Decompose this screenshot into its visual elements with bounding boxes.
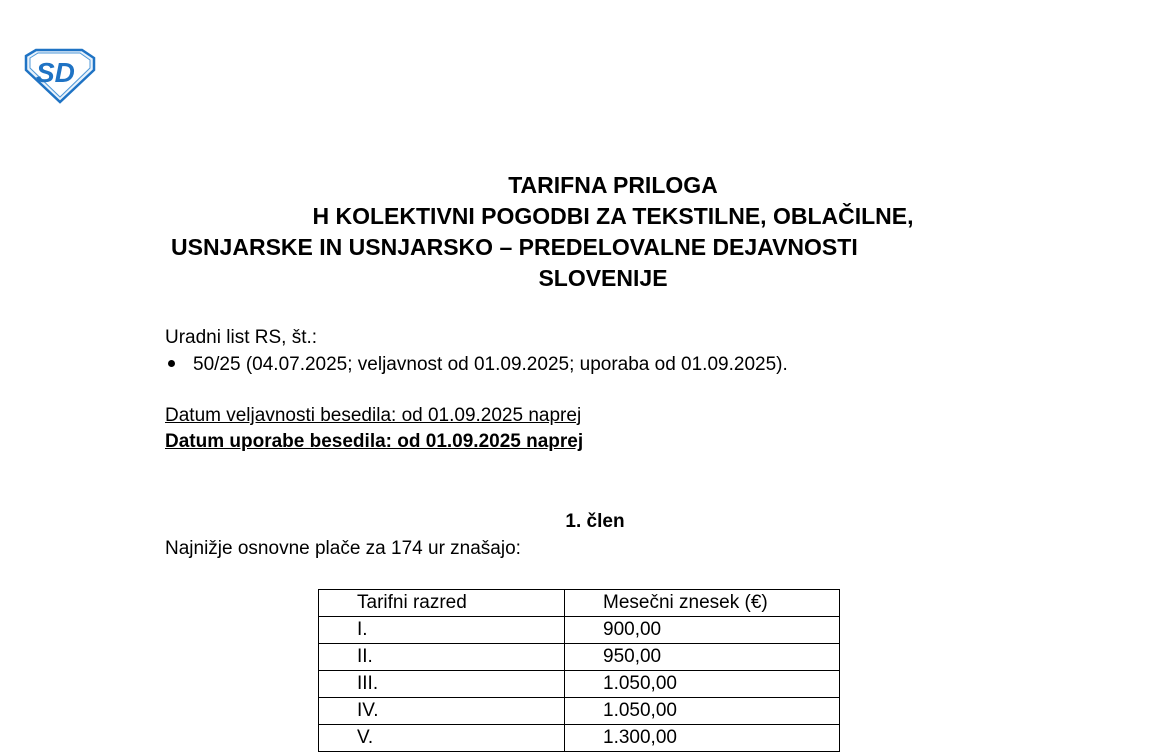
table-header-row	[319, 590, 840, 617]
table-cell-class: III.	[319, 671, 565, 698]
table-cell-amount: 900,00	[565, 617, 840, 644]
article-heading: 1. člen	[565, 511, 625, 532]
tariff-table	[318, 589, 840, 752]
logo-text: SD	[36, 57, 75, 88]
table-row	[319, 698, 840, 725]
title-line-4: SLOVENIJE	[538, 265, 668, 291]
table-header-cell: Tarifni razred	[319, 590, 565, 617]
table-cell-amount: 1.050,00	[565, 698, 840, 725]
table-row	[319, 671, 840, 698]
table-row	[319, 617, 840, 644]
title-line-2: H KOLEKTIVNI POGODBI ZA TEKSTILNE, OBLAČILNE,	[312, 203, 914, 229]
sd-diamond-logo-icon	[22, 48, 96, 104]
table-cell-class: V.	[319, 725, 565, 752]
table-header-cell: Mesečni znesek (€)	[565, 590, 840, 617]
gazette-list-item	[165, 354, 788, 376]
gazette-label: Uradni list RS, št.:	[165, 327, 318, 348]
document-title	[120, 170, 1070, 294]
table-cell-amount: 1.050,00	[565, 671, 840, 698]
article-intro: Najnižje osnovne plače za 174 ur znašajo:	[165, 538, 521, 559]
table-row	[319, 644, 840, 671]
table-cell-amount: 950,00	[565, 644, 840, 671]
gazette-item-text: 50/25 (04.07.2025; veljavnost od 01.09.2025; uporaba od 01.09.2025).	[193, 354, 788, 375]
bullet-icon	[168, 360, 175, 367]
table-cell-class: II.	[319, 644, 565, 671]
table-row	[319, 725, 840, 752]
title-line-3: USNJARSKE IN USNJARSKO – PREDELOVALNE DEJAVNOSTI	[171, 234, 858, 260]
usage-date: Datum uporabe besedila: od 01.09.2025 naprej	[165, 431, 584, 452]
validity-date: Datum veljavnosti besedila: od 01.09.2025 naprej	[165, 405, 582, 426]
table-cell-class: I.	[319, 617, 565, 644]
title-line-1: TARIFNA PRILOGA	[508, 172, 718, 198]
table-cell-amount: 1.300,00	[565, 725, 840, 752]
table-cell-class: IV.	[319, 698, 565, 725]
